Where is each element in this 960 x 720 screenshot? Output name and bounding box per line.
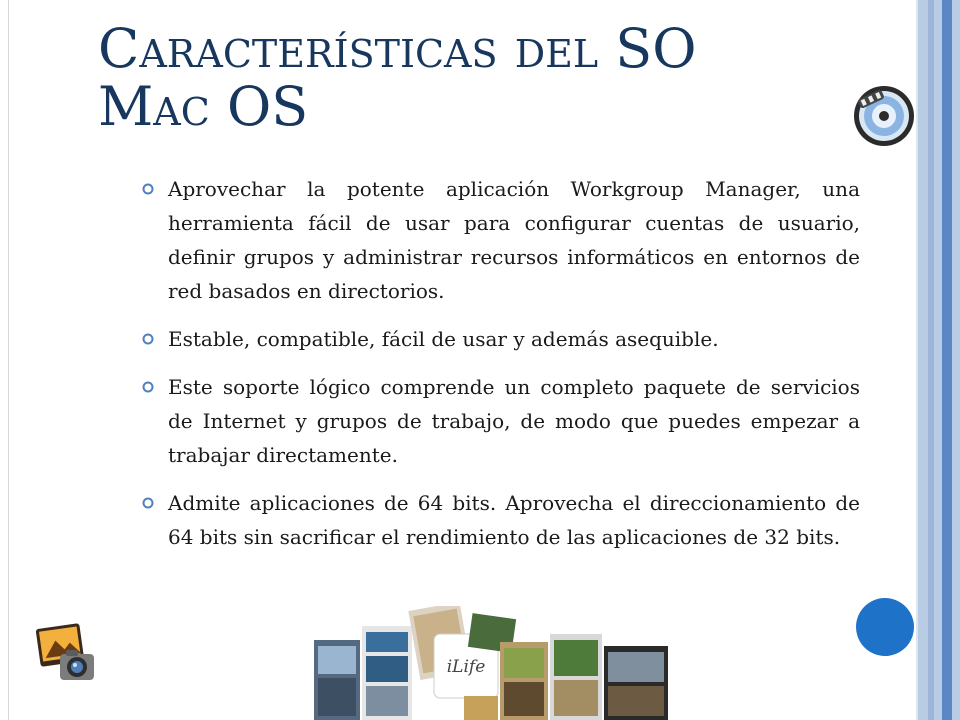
bullet-text: Este soporte lógico comprende un completo paquete de servicios de Internet y grupos de trabajo, de modo que puedes empezar a trabajar directamente.	[168, 375, 860, 467]
bullet-text: Estable, compatible, fácil de usar y además asequible.	[168, 327, 719, 351]
slide-title	[98, 17, 878, 138]
list-item	[142, 322, 860, 356]
blue-circle-icon	[856, 598, 914, 656]
list-item	[142, 370, 860, 472]
list-item	[142, 172, 860, 308]
right-edge-bar	[942, 0, 952, 720]
right-edge-band	[918, 0, 960, 720]
ilife-collage-image	[314, 606, 668, 720]
bullet-icon	[142, 333, 154, 345]
iphoto-icon	[36, 622, 98, 684]
bullet-icon	[142, 183, 154, 195]
slide-title-line2: Mac OS	[98, 75, 309, 138]
left-border-line	[8, 0, 9, 720]
bullet-icon	[142, 497, 154, 509]
bullet-icon	[142, 381, 154, 393]
bullet-list	[142, 172, 860, 568]
dvd-player-icon	[852, 84, 916, 148]
right-edge-stripe	[928, 0, 934, 720]
bullet-text: Aprovechar la potente aplicación Workgroup Manager, una herramienta fácil de usar para configurar cuentas de usuario, definir grupos y administrar recursos informáticos en entornos de red basados en directorios.	[168, 177, 860, 303]
slide-title-line1: Características del SO	[98, 17, 697, 80]
bullet-text: Admite aplicaciones de 64 bits. Aprovecha el direccionamiento de 64 bits sin sacrificar el rendimiento de las aplicaciones de 32 bits.	[168, 491, 860, 549]
list-item	[142, 486, 860, 554]
ilife-label: iLife	[446, 657, 486, 677]
